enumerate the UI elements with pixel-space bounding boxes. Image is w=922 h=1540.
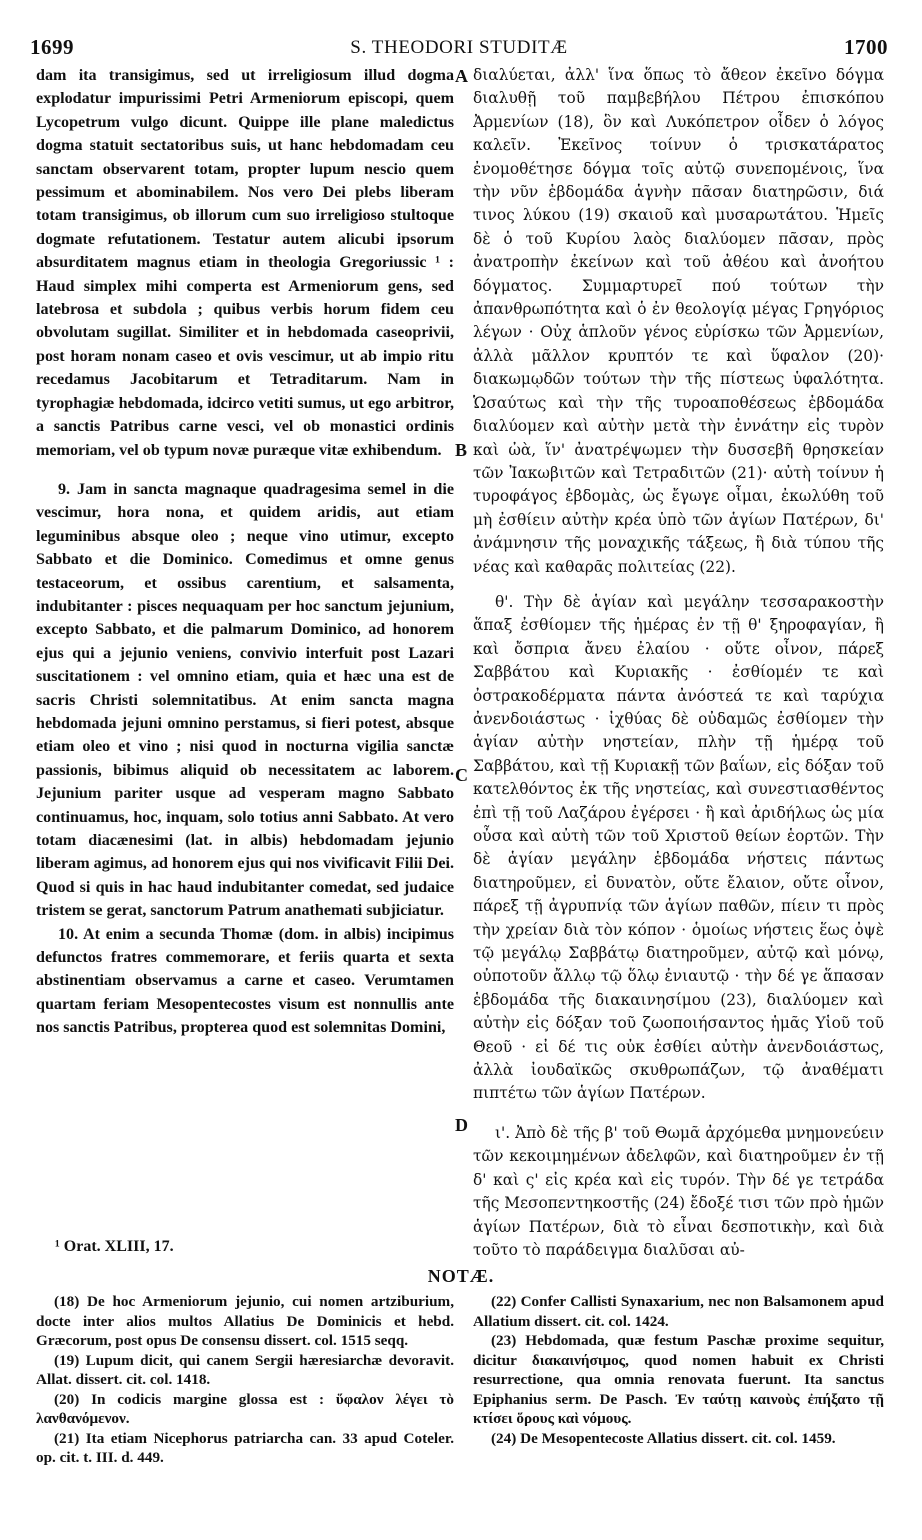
latin-paragraph-1: dam ita transigimus, sed ut irreligiosum illud dogma explodatur impurissimi Petri Armeniorum episcopi, quem Lycopetrum vulgo dicunt. Quippe ille plane maledictus dogma statuit sectatoribus suis, ut hanc hebdomadam ceu sanctam observarent totam, propter lupum nescio quem pessimum et abominabilem. Nos vero Dei plebs liberam totam transigimus, ob illorum cum suo irreligioso stultoque dogmate refutationem. Testatur autem alicubi ipsorum absurditatem magnus etiam in theologia Gregoriussic ¹ : Haud simplex mihi comperta est Armeniorum gens, sed latebrosa et subdola ; quibus verbis horum fidem ceu obvolutam sugillat. Similiter et in hebdomada caseoprivii, post horam nonam caseo et ovis vescimur, ut ab impio ritu recedamus Jacobitarum et Tetraditarum. Nam in tyrophagiæ hebdomada, idcirco vetiti sumus, ut ego arbitror, a sanctis Patribus carne vesci, vel ob monastici ordinis memoriam, vel ob typum novæ puræque vitæ exhibendum. (36, 67, 454, 459)
note-21: (21) Ita etiam Nicephorus patriarcha can. 33 apud Coteler. op. cit. t. III. d. 449. (36, 1429, 454, 1466)
footnote: ¹ Orat. XLIII, 17. (55, 1238, 174, 1255)
notes-right-column (473, 1292, 884, 1448)
page-header (30, 35, 888, 65)
greek-column (473, 64, 884, 1262)
greek-paragraph-9: θ'. Τὴν δὲ ἁγίαν καὶ μεγάλην τεσσαρακοστὴν ἅπαξ ἐσθίομεν τῆς ἡμέρας ἐν τῇ θ' ξηροφαγίαν, ἢ καὶ ὄσπρια ἄνευ ἐλαίου · οὔτε οἶνον, πάρεξ Σαββάτου καὶ Κυριακῆς · ἐσθίομέν τε καὶ ὀστρακοδέρματα πάντα ἀνόστεά τε καὶ ταρύχια ἀνενδοιάστως · ἰχθύας δὲ οὐδαμῶς ἐσθίομεν τὴν ἁγίαν αὐτὴν νηστείαν, πλὴν τῇ ἡμέρᾳ τοῦ Σαββάτου, καὶ τῇ Κυριακῇ τῶν βαΐων, εἰς δόξαν τοῦ κατελθόντος ἐκ τῆς νηστείας, καὶ συνεστιασθέντος ἐπὶ τῇ τοῦ Λαζάρου ἐγέρσει · ἢ καὶ ἀριδήλως ὡς μία οὖσα καὶ αὐτὴ τῶν τοῦ Χριστοῦ θείων ἑορτῶν. Τὴν δὲ ἁγίαν μεγάλην ἑβδομάδα νήστεις πάντως διατηροῦμεν, εἰ δυνατὸν, οὔτε ἔλαιον, οὔτε οἶνον, πάρεξ τῇ ἀγρυπνίᾳ τῶν ἁγίων παθῶν, πίειν τι πρὸς τὴν χρείαν διὰ τὸν κόπον · ὁμοίως νήστεις ἕως ὀψὲ τῷ μεγάλῳ Σαββάτῳ διατηροῦμεν, αὐτῷ καὶ μόνῳ, οὐποτοῦν ἄλλῳ τῷ ὅλῳ ἐνιαυτῷ · τὴν δέ γε ἅπασαν ἑβδομάδα τῆς διακαινησίμου (23), διαλύομεν καὶ αὐτὴν εἰς δόξαν τοῦ ζωοποιήσαντος ἡμᾶς Υἱοῦ τοῦ Θεοῦ · εἰ δέ τις οὐκ ἐσθίει αὐτὴν ἀνενδοιάστως, ἀλλὰ ἰουδαϊκῶς σκυθρωπάζων, τῷ ἀναθέματι πιπτέτω τῶν ἁγίων Πατέρων. (473, 592, 884, 1103)
running-title: S. THEODORI STUDITÆ (350, 37, 568, 58)
margin-letter-d: D (455, 1115, 468, 1135)
note-19: (19) Lupum dicit, qui canem Sergii hæresiarchæ devoravit. Allat. dissert. cit. col. 1418. (36, 1351, 454, 1388)
page-number-right: 1700 (844, 35, 888, 59)
notes-left-column (36, 1292, 454, 1468)
latin-column (36, 64, 454, 1040)
note-22: (22) Confer Callisti Synaxarium, nec non Balsamonem apud Allatium dissert. cit. col. 1424. (473, 1293, 884, 1330)
latin-paragraph-9: 9. Jam in sancta magnaque quadragesima semel in die vescimur, hora nona, et quidem aridis, aut etiam leguminibus absque oleo ; neque vino utimur, excepto Sabbato et die Dominico. Comedimus et omne genus testaceorum, et ossibus carentium, et salsamenta, indubitanter : pisces nequaquam per hoc sanctum jejunium, excepto Sabbato, et die palmarum Dominico, ad honorem ejus qui a jejunio veniens, convivio interfuit post Lazari suscitationem : vel omnino etiam, quia et hæc una est de sacris Christi solemnitatibus. At enim sancta magna hebdomada jejuni omnino perstamus, si fieri potest, absque etiam oleo et vino ; nisi quod in nocturna vigilia sanctæ passionis, bibimus aliquid ob necessitatem ac laborem. Jejunium pariter usque ad vesperam magno Sabbato continuamus, hoc, inquam, solo totius anni Sabbato. At vero totam diacænesimi (lat. in albis) hebdomadam jejunio liberam agimus, ad honorem ejus qui nos vivificavit Filii Dei. Quod si quis in hac haud indubitanter comedat, sed judaice tristem se gerat, sanctorum Patrum anathemati subjiciatur. (36, 480, 454, 920)
margin-letter-b: B (455, 440, 468, 460)
note-18: (18) De hoc Armeniorum jejunio, cui nomen artziburium, docte inter alios multos Allatius De Dominicis et hebd. Græcorum, post opus De consensu dissert. col. 1515 seqq. (36, 1293, 454, 1349)
page-number-left: 1699 (30, 35, 74, 59)
margin-letter-c: C (455, 765, 468, 785)
margin-letter-a: A (455, 66, 468, 86)
note-23: (23) Hebdomada, quæ festum Paschæ proxime sequitur, dicitur διακαινήσιμος, quod nomen habuit ex Christi resurrectione, qua omnia renovata fuerunt. Ita sanctus Epiphanius serm. De Pasch. Ἐν ταύτῃ καινοὺς ἐπήξατο τῇ κτίσει ὅρους καὶ νόμους. (473, 1332, 884, 1427)
greek-paragraph-1: διαλύεται, ἀλλ' ἵνα ὅπως τὸ ἄθεον ἐκεῖνο δόγμα διαλυθῇ τοῦ παμβεβήλου Πέτρου ἐπισκόπου Ἀρμενίων (18), ὃν καὶ Λυκόπετρον οἶδεν ὁ λόγος καλεῖν. Ἐκεῖνος τοίνυν ὁ τρισκατάρατος ἐνομοθέτησε δόγμα τοῖς αὐτῷ συνεπομένοις, ἵνα τὴν νῦν ἑβδομάδα ἁγνὴν πᾶσαν διατηρῶσιν, διά τινος λύκου (19) σκαιοῦ καὶ μυσαρωτάτου. Ἡμεῖς δὲ ὁ τοῦ Κυρίου λαὸς διαλύομεν πᾶσαν, πρὸς ἀνατροπὴν ἐκείνων καὶ τοῦ ἀθέου καὶ ἀνοήτου δόγματος. Συμμαρτυρεῖ πού τούτων τὴν ἀπανθρωπότητα καὶ ὁ ἐν θεολογίᾳ μέγας Γρηγόριος λέγων · Οὐχ ἁπλοῦν γένος εὑρίσκω τῶν Ἀρμενίων, ἀλλὰ μᾶλλον κρυπτόν τε καὶ ὕφαλον (20)· διακωμῳδῶν τούτων τὴν τῆς πίστεως ὑφαλότητα. Ὡσαύτως καὶ τὴν τῆς τυροαποθέσεως ἑβδομάδα διαλύομεν καὶ αὐτὴν μετὰ τὴν ἐννάτην εἰς τυρὸν καὶ ὠὰ, ἵν' ἀνατρέψωμεν τὴν δυσσεβῆ θρησκείαν τῶν Ἰακωβιτῶν καὶ Τετραδιτῶν (21)· αὐτὴ τοίνυν ἡ τυροφάγος ἑβδομὰς, ὡς ἔγωγε οἶμαι, ἐκωλύθη τοῦ μὴ ἐσθίειν αὐτὴν κρέα ὑπὸ τῶν ἁγίων Πατέρων, δι' ἀνάμνησιν τῆς μοναχικῆς τάξεως, ἢ διὰ τύπου τῆς νέας καὶ καθαρᾶς πολιτείας (22). (473, 66, 884, 576)
greek-paragraph-10: ι'. Ἀπὸ δὲ τῆς β' τοῦ Θωμᾶ ἀρχόμεθα μνημονεύειν τῶν κεκοιμημένων ἀδελφῶν, καὶ διατηροῦμεν ἐν τῇ δ' καὶ ς' εἰς κρέα καὶ εἰς τυρόν. Τὴν δέ γε τετράδα τῆς Μεσοπεντηκοστῆς (24) ἔδοξέ τισι τῶν πρὸ ἡμῶν ἁγίων Πατέρων, διὰ τὸ εἶναι δεσποτικὴν, καὶ διὰ τοῦτο τὸ παράδειγμα διαλῦσαι αὐ- (473, 1123, 884, 1259)
latin-paragraph-10: 10. At enim a secunda Thomæ (dom. in albis) incipimus defunctos fratres commemorare, et feriis quarta et sexta abstinentiam observamus a carne et caseo. Verumtamen quartam feriam Mesopentecostes visum est nonnullis ante nos sanctis Patribus, propterea quod est solemnitas Domini, (36, 925, 454, 1037)
note-20: (20) In codicis margine glossa est : ὕφαλον λέγει τὸ λανθανόμενον. (36, 1390, 454, 1427)
note-24: (24) De Mesopentecoste Allatius dissert. cit. col. 1459. (491, 1429, 836, 1447)
notes-title: NOTÆ. (427, 1266, 495, 1286)
